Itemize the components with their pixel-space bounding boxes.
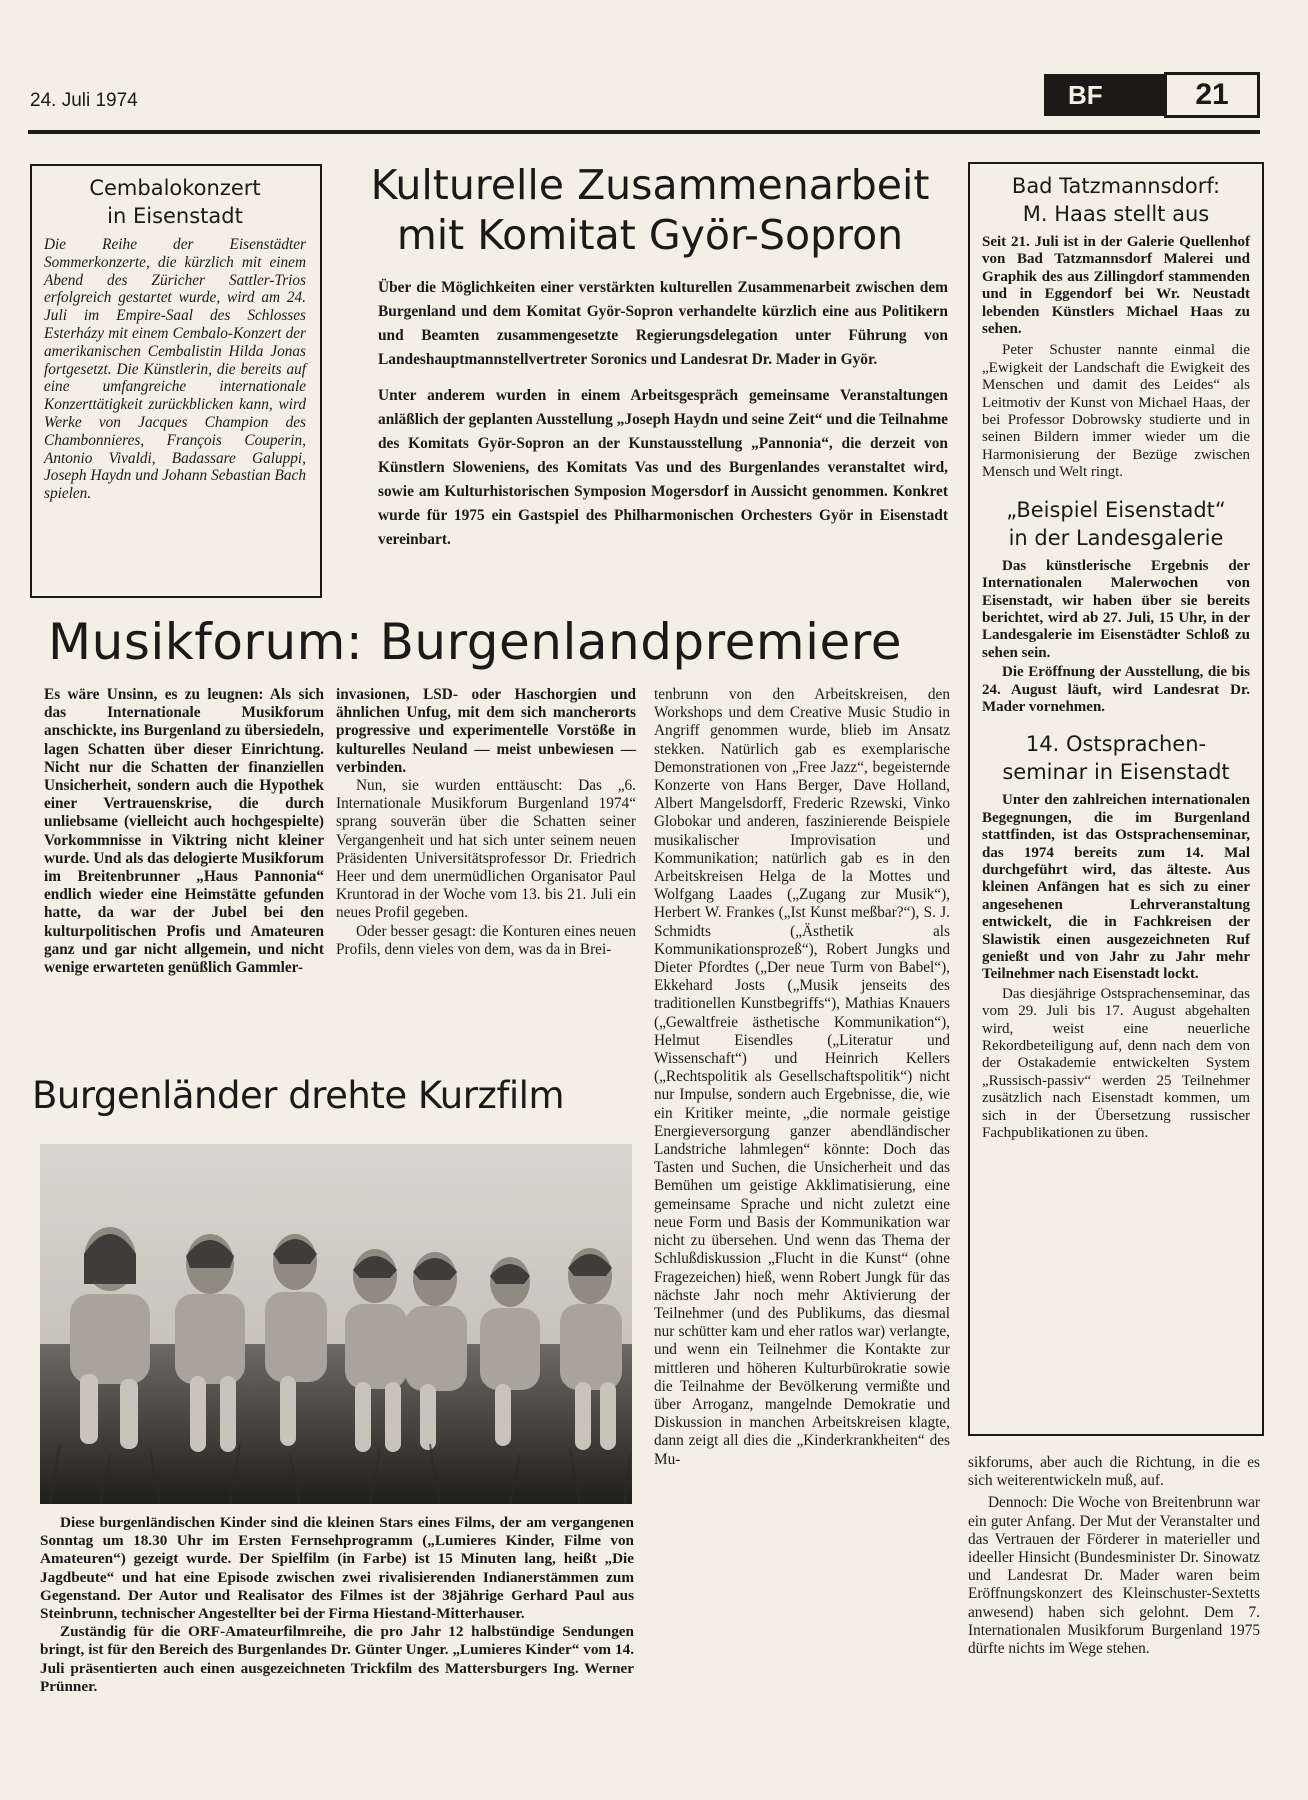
- cembalo-title-line-2: in Eisenstadt: [107, 204, 243, 228]
- film-headline: Burgenländer drehte Kurzfilm: [32, 1074, 564, 1117]
- issue-date: 24. Juli 1974: [30, 90, 138, 111]
- musik-column-1: [44, 686, 324, 977]
- film-caption: [40, 1514, 634, 1696]
- musik-column-2: [336, 686, 636, 959]
- musik-col3-text: tenbrunn von den Arbeitskreisen, den Workshops und dem Creative Music Studio in Angriff genommen wurde, blieb im Ansatz stekken. Natürlich gab es exemplarische Demonstrationen von „Free Jazz“, begeisternde Konzerte von Hans Berger, Dave Holland, Albert Mangelsdorff, Frederic Rzewski, Vinko Globokar und anderen, faszinierende Beispiele musikalischer Improvisation und Kommunikation; natürlich gab es in den Arbeitskreisen Helga de la Mottes und Wolfgang Laades („Zugang zur Musik“), Herbert W. Frankes („Ist Kunst meßbar?“), S. J. Schmidts („Ästhetik als Kommunikationsprozeß“), Robert Jungks und Dieter Pfordtes („Der neue Turm von Babel“), Ekkehard Josts („Musik jenseits des traditionellen Kunstbegriffs“), Mathias Knauers („Gewaltfreie ästhetische Kommunikation“), Helmut Eisendles („Literatur und Wissenschaft“) und Heinrich Kellers („Rechtspolitik als Gesellschaftspolitik“) nicht nur Impulse, sondern auch Ergebnisse, die, wie ein Kritiker meinte, „die normale geistige Energieversorgung ganzer abendländischer Landstriche lahmlegen“ könnte: Doch das Tasten und Suchen, die Unsicherheit und das Bemühen um geistige Akklimatisierung, eine gemeinsame Sprache und nicht zuletzt eine neue Form und Basis der Kommunikation war nicht zu übersehen. Und wenn das Thema der Schlußdiskussion „Flucht in die Kunst“ (ohne Fragezeichen) hieß, wenn Robert Jungk für das nächste Jahr noch mehr Aktivierung der Teilnehmer (und des Publikums, das diesmal nur schütter kam und eher ratlos war) verlangte, und wenn ein Teilnehmer die Kontakte zur mittleren und höheren Kulturbürokratie sowie die Teilnahme der Bevölkerung vermißte und über Arroganz, mangelnde Demokratie und Diskussion in manchen Arbeitskreisen klagte, dann zeigt all dies die „Kinderkrankheiten“ des Mu-: [654, 686, 950, 1468]
- musik-column-3: [654, 686, 950, 1469]
- ost-title-line-2: seminar in Eisenstadt: [1002, 760, 1230, 785]
- film-caption-paragraph-2: Zuständig für die ORF-Amateurfilmreihe, die pro Jahr 12 halbstündige Sendungen bringt, ist für den Bereich des Burgenlandes Dr. Günter Unger. „Lumieres Kinder“ vom 14. Juli präsentierten auch einen ausgezeichneten Trickfilm des Mattersburgers Ing. Werner Prünner.: [40, 1623, 634, 1695]
- right-column-box: [968, 162, 1264, 1436]
- cembalo-article: [30, 164, 322, 598]
- kultur-headline-line-2: mit Komitat Györ-Sopron: [396, 211, 904, 259]
- kultur-article: [378, 276, 948, 552]
- beispiel-title-line-1: „Beispiel Eisenstadt“: [1006, 497, 1226, 522]
- cembalo-title: [44, 174, 306, 230]
- kultur-headline: [340, 160, 960, 260]
- musik-col2-text: Nun, sie wurden enttäuscht: Das „6. Internationale Musikforum Burgenland 1974“ sprang souverän über die Schatten seiner Vergangenheit und hat sich unter seinem neuen Präsidenten Universitätsprofessor Dr. Friedrich Heer und dem unermüdlichen Organisator Paul Kruntorad in der Woche vom 13. bis 21. Juli ein neues Profil gegeben.: [336, 777, 636, 922]
- beispiel-paragraph-1: Das künstlerische Ergebnis der Internationalen Malerwochen von Eisenstadt, wir haben über sie bereits berichtet, wird ab 27. Juli, 15 Uhr, in der Landesgalerie im Eisenstädter Schloß zu sehen sein.: [982, 557, 1250, 661]
- cembalo-title-line-1: Cembalokonzert: [89, 176, 261, 200]
- musik-col4-conclusion: Dennoch: Die Woche von Breitenbrunn war ein guter Anfang. Der Mut der Veranstalter und das Vertrauen der Förderer in materieller und ideeller Hinsicht (Bundesminister Dr. Sinowatz und Landesrat Dr. Mader waren beim Eröffnungskonzert des Kleinschuster-Sextetts anwesend) haben sich gelohnt. Dem 7. Internationalen Musikforum Burgenland 1975 dürfte nichts im Wege stehen.: [968, 1494, 1260, 1658]
- cembalo-body: Die Reihe der Eisenstädter Sommerkonzerte, die kürzlich mit einem Abend des Züricher Sattler-Trios erfolgreich gestartet wurde, wird am 24. Juli im Empire-Saal des Schlosses Esterházy mit einem Cembalo-Konzert der amerikanischen Cembalistin Hilda Jonas fortgesetzt. Die Künstlerin, die bereits auf eine umfangreiche internationale Konzerttätigkeit zurückblicken kann, wird Werke von Jacques Champion des Chambonnieres, François Couperin, Antonio Vivaldi, Badassare Galuppi, Joseph Haydn und Johann Sebastian Bach spielen.: [44, 236, 306, 503]
- film-caption-paragraph-1: Diese burgenländischen Kinder sind die kleinen Stars eines Films, der am vergangenen Sonntag um 18.30 Uhr im Ersten Fernsehprogramm („Lumieres Kinder, Filme von Amateuren“) gezeigt wurde. Der Spielfilm (in Farbe) ist 15 Minuten lang, heißt „Die Jagdbeute“ und hat eine Episode zwischen zwei rivalisierenden Indianerstämmen zum Gegenstand. Der Autor und Realisator des Filmes ist der 38jährige Gerhard Paul aus Steinbrunn, technischer Angestellter bei der Firma Hiestand-Mitterhauser.: [40, 1514, 634, 1623]
- tatz-paragraph-2: Peter Schuster nannte einmal die „Ewigkeit der Landschaft die Ewigkeit des Menschen und damit des Leides“ als Leitmotiv der Kunst von Michael Haas, der bei Professor Dobrowsky studierte und in seinen Bildern immer wieder um die Harmonisierung der Bezüge zwischen Mensch und Welt ringt.: [982, 342, 1250, 481]
- children-photo-illustration: [40, 1144, 632, 1504]
- musik-headline: Musikforum: Burgenlandpremiere: [48, 613, 902, 671]
- tatz-title-line-1: Bad Tatzmannsdorf:: [1011, 174, 1221, 198]
- tatz-paragraph-1: Seit 21. Juli ist in der Galerie Quellenhof von Bad Tatzmannsdorf Malerei und Graphik des aus Zillingdorf stammenden und in Eggendorf bei Wr. Neustadt lebenden Künstlers Michael Haas zu sehen.: [982, 234, 1250, 338]
- ost-title-line-1: 14. Ostsprachen-: [1025, 732, 1207, 757]
- children-photo: [40, 1144, 632, 1504]
- section-badge: BF: [1044, 74, 1164, 116]
- tatz-title-line-2: M. Haas stellt aus: [1022, 202, 1210, 226]
- musik-col4-text: sikforums, aber auch die Richtung, in die es sich weiterentwickeln muß, auf.: [968, 1454, 1260, 1490]
- ost-paragraph-2: Das diesjährige Ostsprachenseminar, das vom 29. Juli bis 17. August abgehalten wird, weist eine neuerliche Rekordbeteiligung auf, denn nach dem von der Ostakademie entwickelten System „Russisch-passiv“ werden 25 Teilnehmer zusätzlich nach Eisenstadt kommen, um sich in der Übersetzung russischer Fachpublikationen zu üben.: [982, 985, 1250, 1142]
- ost-paragraph-1: Unter den zahlreichen internationalen Begegnungen, die im Burgenland stattfinden, ist das Ostsprachenseminar, das 1974 bereits zum 14. Mal durchgeführt wird, das älteste. Aus kleinen Anfängen hat es sich zu einer angesehenen Lehrveranstaltung entwickelt, die in Fachkreisen der Slawistik einen ausgezeichneten Ruf genießt und von Jahr zu Jahr mehr Teilnehmer nach Eisenstadt lockt.: [982, 792, 1250, 983]
- kultur-paragraph-2: Unter anderem wurden in einem Arbeitsgespräch gemeinsame Veranstaltungen anläßlich der geplanten Ausstellung „Joseph Haydn und seine Zeit“ und die Teilnahme des Komitats Györ-Sopron an der Kunstausstellung „Pannonia“, die derzeit von Künstlern Sloweniens, des Komitats Vas und des Burgenlandes veranstaltet wird, sowie am Kulturhistorischen Symposion Mogersdorf in Aussicht genommen. Konkret wurde für 1975 ein Gastspiel des Philharmonischen Orchesters Györ in Eisenstadt vereinbart.: [378, 387, 948, 548]
- beispiel-paragraph-2: Die Eröffnung der Ausstellung, die bis 24. August läuft, wird Landesrat Dr. Mader vornehmen.: [982, 664, 1250, 715]
- ost-title: [982, 730, 1250, 786]
- kultur-paragraph-1: Über die Möglichkeiten einer verstärkten kulturellen Zusammenarbeit zwischen dem Burgenland und dem Komitat Györ-Sopron verhandelte kürzlich eine aus Politikern und Beamten zusammengesetzte Regierungsdelegation unter Führung von Landeshauptmannstellvertreter Soronics und Landesrat Dr. Mader in Györ.: [378, 279, 948, 368]
- tatz-title: [982, 172, 1250, 228]
- page-number: 21: [1164, 72, 1260, 118]
- musik-column-4: [968, 1454, 1260, 1658]
- kultur-headline-line-1: Kulturelle Zusammenarbeit: [370, 161, 930, 209]
- beispiel-title: [982, 496, 1250, 552]
- musik-col2-lead: invasionen, LSD- oder Haschorgien und ähnlichen Unfug, mit dem sich mancherorts progressive und experimentelle Vorstöße in kulturelles Neuland — meist unbewiesen — verbinden.: [336, 686, 636, 776]
- header-rule: [28, 130, 1260, 134]
- musik-col2-continued: Oder besser gesagt: die Konturen eines neuen Profils, denn vieles von dem, was da in Brei-: [336, 922, 636, 958]
- beispiel-title-line-2: in der Landesgalerie: [1008, 525, 1224, 550]
- musik-col1-text: Es wäre Unsinn, es zu leugnen: Als sich das Internationale Musikforum anschickte, ins Burgenland zu übersiedeln, lagen Schatten über dieser Einrichtung. Nicht nur die Schatten der finanziellen Unsicherheit, sondern auch die Hypothek einer Vertrauenskrise, die durch unliebsame (vielleicht auch hochgespielte) Vorkommnisse in Viktring nicht kleiner wurde. Und als das delogierte Musikforum im Breitenbrunner „Haus Pannonia“ endlich wieder eine Heimstätte gefunden hatte, da war der Jubel bei den kulturpolitischen Profis und Amateuren ganz und gar nicht allgemein, und nicht wenige erwarteten genüßlich Gammler-: [44, 686, 324, 977]
